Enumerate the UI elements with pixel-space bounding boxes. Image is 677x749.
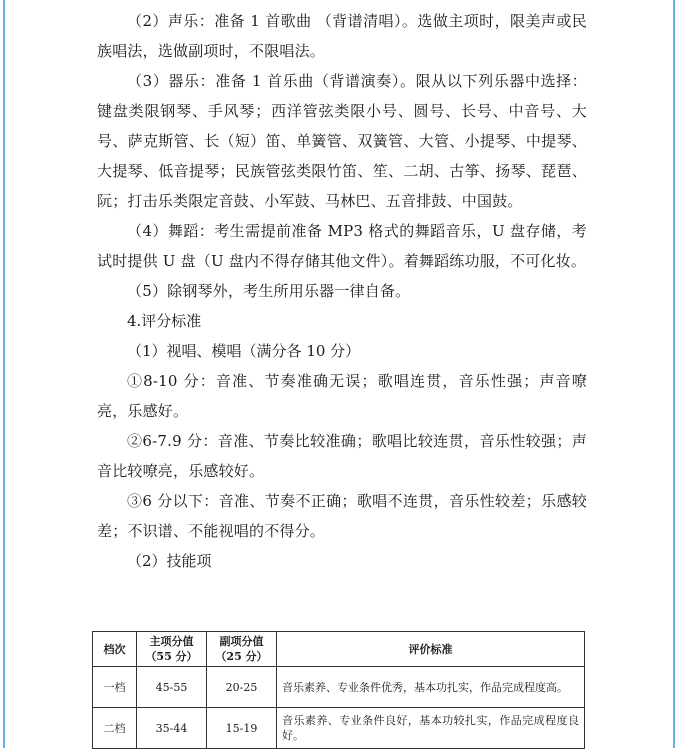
row-minor-score: 20-25 [207, 667, 277, 708]
row-main-score: 45-55 [137, 667, 207, 708]
level2-paragraph: ②6-7.9 分：音准、节奏比较准确；歌唱比较连贯，音乐性较强；声音比较嘹亮，乐感较好。 [97, 432, 587, 480]
dance-paragraph: （4）舞蹈：考生需提前准备 MP3 格式的舞蹈音乐，U 盘存储，考试时提供 U 盘（U 盘内不得存储其他文件）。着舞蹈练功服，不可化妆。 [97, 222, 587, 270]
document-body [97, 6, 587, 576]
page-frame-left [3, 0, 5, 748]
level3-paragraph: ③6 分以下：音准、节奏不正确；歌唱不连贯，音乐性较差；乐感较差；不识谱、不能视唱的不得分。 [97, 492, 587, 540]
page-frame-right [673, 0, 675, 748]
table-header-row [93, 632, 585, 667]
row-grade: 一档 [93, 667, 137, 708]
header-main-line1: 主项分值 [149, 635, 194, 648]
row-criteria: 音乐素养、专业条件良好，基本功较扎实，作品完成程度良好。 [277, 708, 585, 749]
header-grade: 档次 [93, 632, 137, 667]
header-minor-line1: 副项分值 [219, 635, 264, 648]
row-minor-score: 15-19 [207, 708, 277, 749]
header-minor-score [207, 632, 277, 667]
own-instruments-paragraph: （5）除钢琴外，考生所用乐器一律自备。 [127, 282, 411, 300]
section-title: 4.评分标准 [127, 312, 202, 330]
scoring-table [92, 631, 585, 749]
row-main-score: 35-44 [137, 708, 207, 749]
table-row [93, 667, 585, 708]
row-grade: 二档 [93, 708, 137, 749]
table-row [93, 708, 585, 749]
instrument-paragraph: （3）器乐：准备 1 首乐曲（背谱演奏）。限从以下列乐器中选择：键盘类限钢琴、手风琴；西洋管弦类限小号、圆号、长号、中音号、大号、萨克斯管、长（短）笛、单簧管、双簧管、大管、小提琴、中提琴、大提琴、低音提琴；民族管弦类限竹笛、笙、二胡、古筝、扬琴、琵琶、阮；打击乐类限定音鼓、小军鼓、马林巴、五音排鼓、中国鼓。 [97, 72, 587, 210]
header-main-score [137, 632, 207, 667]
level1-paragraph: ①8-10 分：音准、节奏准确无误；歌唱连贯，音乐性强；声音嘹亮，乐感好。 [97, 372, 587, 420]
sight-singing-title: （1）视唱、模唱（满分各 10 分） [127, 342, 361, 360]
header-minor-line2: （25 分） [215, 650, 268, 663]
row-criteria: 音乐素养、专业条件优秀，基本功扎实，作品完成程度高。 [277, 667, 585, 708]
skills-title: （2）技能项 [127, 552, 212, 570]
header-main-line2: （55 分） [145, 650, 198, 663]
vocal-paragraph: （2）声乐：准备 1 首歌曲 （背谱清唱）。选做主项时，限美声或民族唱法，选做副项时，不限唱法。 [97, 12, 587, 60]
header-criteria: 评价标准 [277, 632, 585, 667]
